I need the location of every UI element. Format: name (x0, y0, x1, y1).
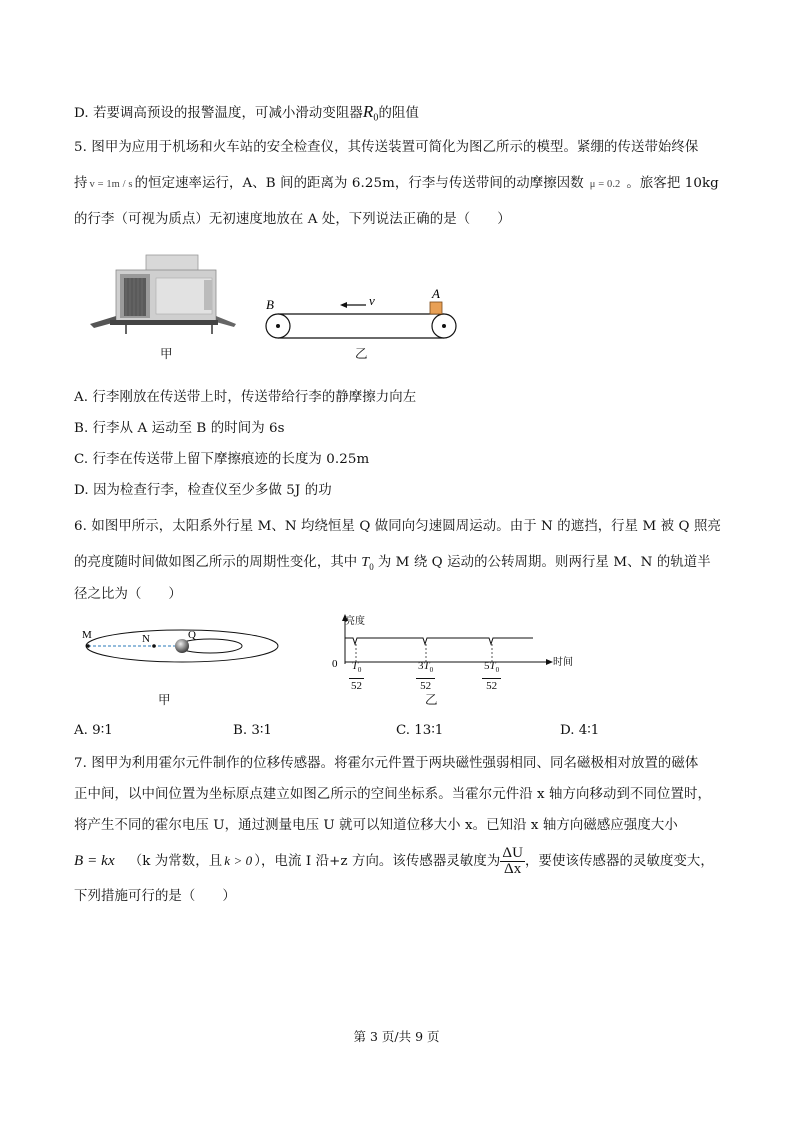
x-axis-label: 时间 (553, 657, 573, 668)
q6-option-a: A. 9∶1 (74, 723, 113, 738)
q5-option-b: B. 行李从 A 运动至 B 的时间为 6s (74, 421, 285, 436)
q7-stem-line3: 将产生不同的霍尔电压 U，通过测量电压 U 就可以知道位移大小 x。已知沿 x 轴方向磁感应强度大小 (74, 818, 678, 833)
q6-stem-line1: 6. 如图甲所示，太阳系外行星 M、N 均绕恒星 Q 做同向匀速圆周运动。由于 N 的遮挡，行星 M 被 Q 照亮 (74, 519, 721, 534)
q5-figure-left-caption: 甲 (160, 346, 173, 361)
star-q (175, 639, 189, 653)
origin-label: 0 (332, 658, 338, 670)
svg-text:Q: Q (188, 629, 196, 641)
q5-option-c: C. 行李在传送带上留下摩擦痕迹的长度为 0.25m (74, 452, 370, 467)
brightness-graph (325, 612, 585, 692)
q6-option-b: B. 3∶1 (233, 723, 272, 738)
orbit-figure (78, 622, 290, 672)
page-footer: 第 3 页/共 9 页 (353, 1029, 440, 1044)
tick-label-3: $\frac{5T_0}{52}$ (484, 660, 500, 693)
q6-option-c: C. 13∶1 (396, 723, 444, 738)
label-b: B (266, 297, 274, 312)
q5-option-a: A. 行李刚放在传送带上时，传送带给行李的静摩擦力向左 (74, 390, 417, 405)
tick-label-1: $\frac{T_0}{52}$ (351, 660, 362, 693)
q6-figure-right-caption: 乙 (425, 692, 438, 707)
q5-stem-line1: 5. 图甲为应用于机场和火车站的安全检查仪，其传送装置可简化为图乙所示的模型。紧绷的传送带始终保 (74, 140, 699, 155)
q6-stem-line2: 的亮度随时间做如图乙所示的周期性变化，其中 $T_0$ 为 M 绕 Q 运动的公转周期。则两行星 M、N 的轨道半 (74, 555, 711, 572)
q7-stem-line2: 正中间，以中间位置为坐标原点建立如图乙所示的空间坐标系。当霍尔元件沿 x 轴方向移动到不同位置时， (74, 787, 711, 802)
label-a: A (432, 286, 440, 301)
q5-stem-line3: 的行李（可视为质点）无初速度地放在 A 处，下列说法正确的是（ ） (74, 212, 511, 227)
q4-option-d: D. 若要调高预设的报警温度，可减小滑动变阻器$R_0$的阻值 (74, 102, 419, 124)
q6-option-d: D. 4∶1 (560, 723, 600, 738)
svg-text:M: M (82, 629, 92, 641)
conveyor-belt-figure (258, 285, 468, 345)
q6-stem-line3: 径之比为（ ） (74, 587, 182, 602)
q5-figure-right-caption: 乙 (355, 346, 368, 361)
planet-m (86, 644, 90, 648)
q7-stem-line5: 下列措施可行的是（ ） (74, 889, 236, 904)
planet-n (152, 644, 156, 648)
variable-r: R (362, 102, 374, 121)
sensitivity-fraction: $\frac{\Delta U}{\Delta x}$ (502, 845, 524, 877)
q7-stem-line1: 7. 图甲为利用霍尔元件制作的位移传感器。将霍尔元件置于两块磁性强弱相同、同名磁极相对放置的磁体 (74, 756, 699, 771)
q5-option-d: D. 因为检查行李，检查仪至少多做 5J 的功 (74, 483, 332, 498)
luggage-box (430, 302, 442, 314)
tick-label-2: $\frac{3T_0}{52}$ (418, 660, 434, 693)
q5-stem-line2: 持 v = 1m / s 的恒定速率运行，A、B 间的距离为 6.25m，行李与传送带间的动摩擦因数 μ = 0.2 。旅客把 10kg (74, 176, 719, 191)
y-axis-label: 亮度 (345, 616, 365, 627)
q7-stem-line4: B = kx （k 为常数，且 k > 0 ），电流 I 沿+z 方向。该传感器灵敏度为 $\frac{\Delta U}{\Delta x}$ ，要使该传感器的灵敏度变大， (74, 845, 714, 877)
security-scanner-figure (86, 250, 246, 340)
q6-figure-left-caption: 甲 (158, 692, 171, 707)
svg-text:N: N (142, 633, 150, 645)
label-v: v (369, 293, 375, 308)
